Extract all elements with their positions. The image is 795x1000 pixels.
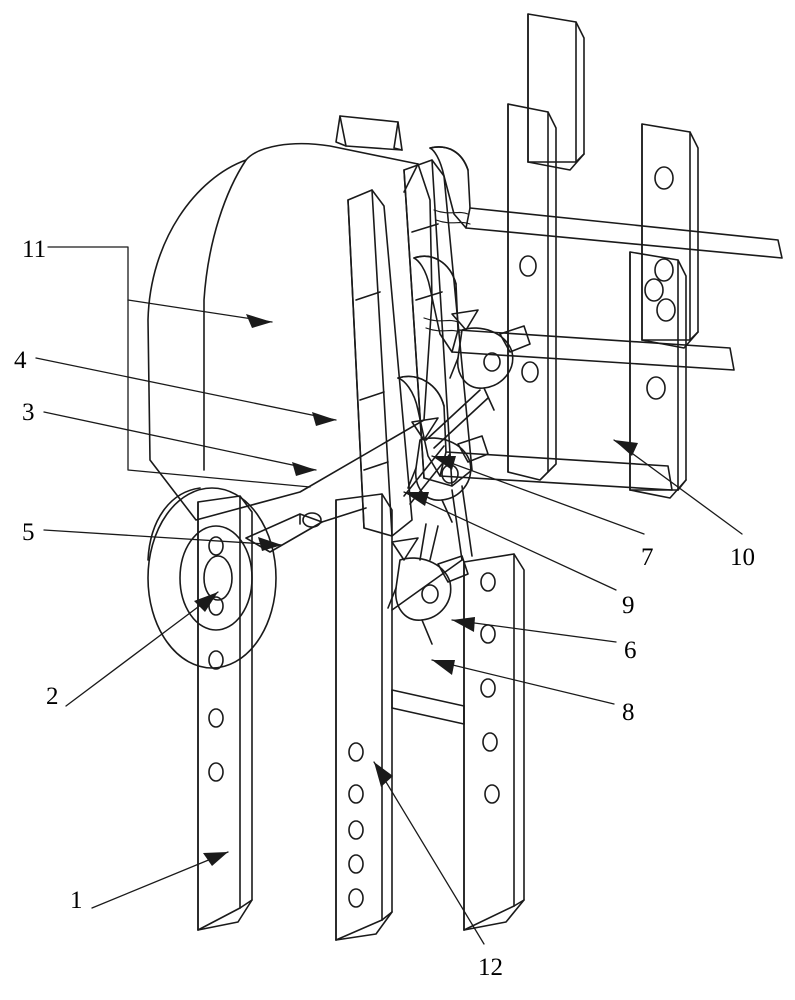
callout-label-7: 7 [641, 544, 654, 571]
connecting-rods [404, 390, 488, 560]
tank-body [148, 144, 432, 520]
tank-top-fitting [336, 116, 402, 150]
callout-label-4: 4 [14, 347, 27, 374]
secondary-diagonal-toolbar [348, 190, 412, 536]
callout-label-2: 2 [46, 683, 59, 710]
callout-label-8: 8 [622, 699, 635, 726]
callout-label-9: 9 [622, 592, 635, 619]
bracket-clamp-top-right [642, 124, 698, 348]
callout-label-1: 1 [70, 887, 83, 914]
toolbar-tube-lower [398, 376, 672, 490]
toolbar-tube-top [430, 147, 782, 258]
callout-label-10: 10 [730, 544, 755, 571]
bracket-clamp-right-lower [630, 252, 686, 498]
callout-label-3: 3 [22, 399, 35, 426]
center-upright-bar [336, 494, 392, 940]
bracket-clamp-middle-center [508, 104, 556, 480]
coulter-unit-lower [388, 538, 468, 644]
left-upright-bar [198, 496, 252, 930]
callout-label-12: 12 [478, 954, 503, 981]
callout-label-11: 11 [22, 236, 47, 263]
callout-label-6: 6 [624, 637, 637, 664]
leader-lines [36, 247, 742, 944]
callout-label-5: 5 [22, 519, 35, 546]
right-upright-bar [464, 554, 524, 930]
